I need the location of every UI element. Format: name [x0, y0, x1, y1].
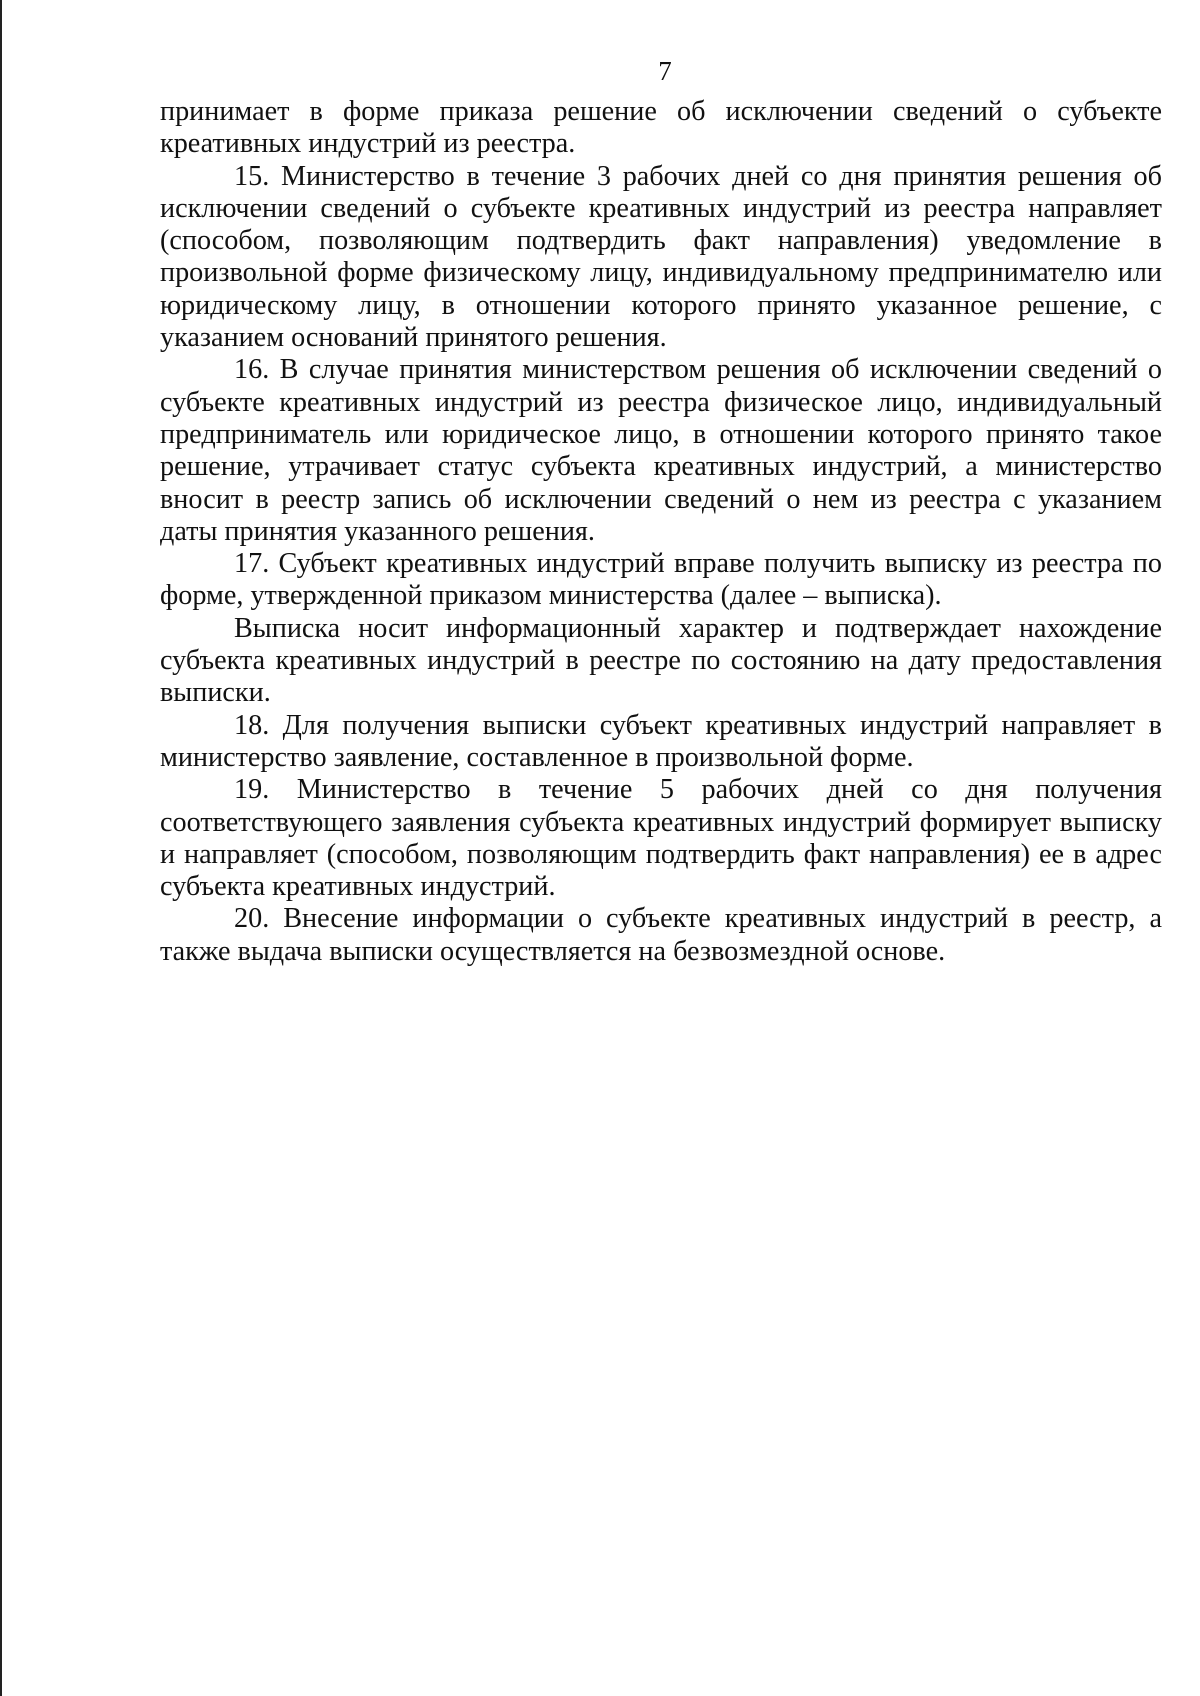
document-body [160, 96, 1162, 968]
paragraph-continuation: принимает в форме приказа решение об исключении сведений о субъекте креативных индустрий из реестра. [160, 96, 1162, 160]
paragraph-20: 20. Внесение информации о субъекте креативных индустрий в реестр, а также выдача выписки осуществляется на безвозмездной основе. [160, 903, 1162, 967]
paragraph-17: 17. Субъект креативных индустрий вправе получить выписку из реестра по форме, утвержденной приказом министерства (далее – выписка). [160, 548, 1162, 612]
paragraph-17-extract-description: Выписка носит информационный характер и подтверждает нахождение субъекта креативных индустрий в реестре по состоянию на дату предоставления выписки. [160, 612, 1162, 709]
paragraph-19: 19. Министерство в течение 5 рабочих дней со дня получения соответствующего заявления субъекта креативных индустрий формирует выписку и направляет (способом, позволяющим подтвердить факт направления) ее в адрес субъекта креативных индустрий. [160, 774, 1162, 903]
page-edge-line [0, 0, 2, 1696]
paragraph-18: 18. Для получения выписки субъект креативных индустрий направляет в министерство заявление, составленное в произвольной форме. [160, 709, 1162, 773]
page-number: 7 [658, 56, 672, 86]
paragraph-15: 15. Министерство в течение 3 рабочих дней со дня принятия решения об исключении сведений о субъекте креативных индустрий из реестра направляет (способом, позволяющим подтвердить факт направления) уведомление в произвольной форме физическому лицу, индивидуальному предпринимателю или юридическому лицу, в отношении которого принято указанное решение, с указанием оснований принятого решения. [160, 160, 1162, 354]
paragraph-16: 16. В случае принятия министерством решения об исключении сведений о субъекте креативных индустрий из реестра физическое лицо, индивидуальный предприниматель или юридическое лицо, в отношении которого принято такое решение, утрачивает статус субъекта креативных индустрий, а министерство вносит в реестр запись об исключении сведений о нем из реестра с указанием даты принятия указанного решения. [160, 354, 1162, 547]
